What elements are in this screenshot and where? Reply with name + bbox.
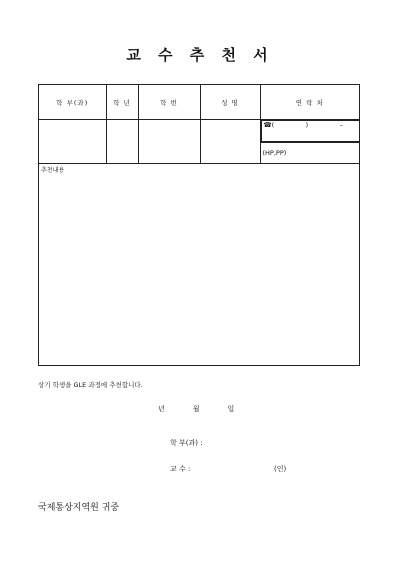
- department-cell[interactable]: [39, 120, 106, 164]
- name-cell[interactable]: [200, 120, 260, 164]
- phone-dash: –: [339, 121, 343, 129]
- date-day: 일: [227, 405, 235, 413]
- seal-mark: (인): [274, 465, 287, 473]
- signature-department: 학 부(과) :: [170, 439, 203, 447]
- grade-cell[interactable]: [106, 120, 138, 164]
- signature-professor: [170, 464, 310, 474]
- mobile-cell[interactable]: (HP,PP): [260, 143, 359, 164]
- student-id-cell[interactable]: [138, 120, 200, 164]
- recommendation-statement: 상기 학생을 GLE 과정에 추천합니다.: [38, 381, 143, 389]
- recommendation-content-area[interactable]: [39, 163, 359, 365]
- recommendation-form: [38, 84, 360, 366]
- phone-cell[interactable]: [261, 120, 360, 142]
- header-name: 성 명: [200, 85, 260, 120]
- addressee: 국제통상지역원 귀중: [38, 503, 120, 513]
- document-title: 교 수 추 천 서: [126, 46, 274, 64]
- header-grade: 학 년: [106, 85, 138, 120]
- date-line: [158, 404, 234, 414]
- header-department: 학 부(과): [39, 85, 106, 120]
- date-month: 월: [192, 405, 200, 413]
- professor-label: 교 수 :: [170, 465, 191, 473]
- header-student-id: 학 번: [138, 85, 200, 120]
- content-label: 추천내용: [41, 167, 65, 174]
- table-header-row: [39, 85, 359, 120]
- phone-mid: ): [305, 121, 309, 129]
- student-info-table: [39, 85, 359, 164]
- date-year: 년: [158, 405, 165, 413]
- header-contact: 연 락 처: [260, 85, 359, 120]
- phone-prefix: ☎(: [263, 121, 275, 129]
- table-row: [39, 120, 359, 143]
